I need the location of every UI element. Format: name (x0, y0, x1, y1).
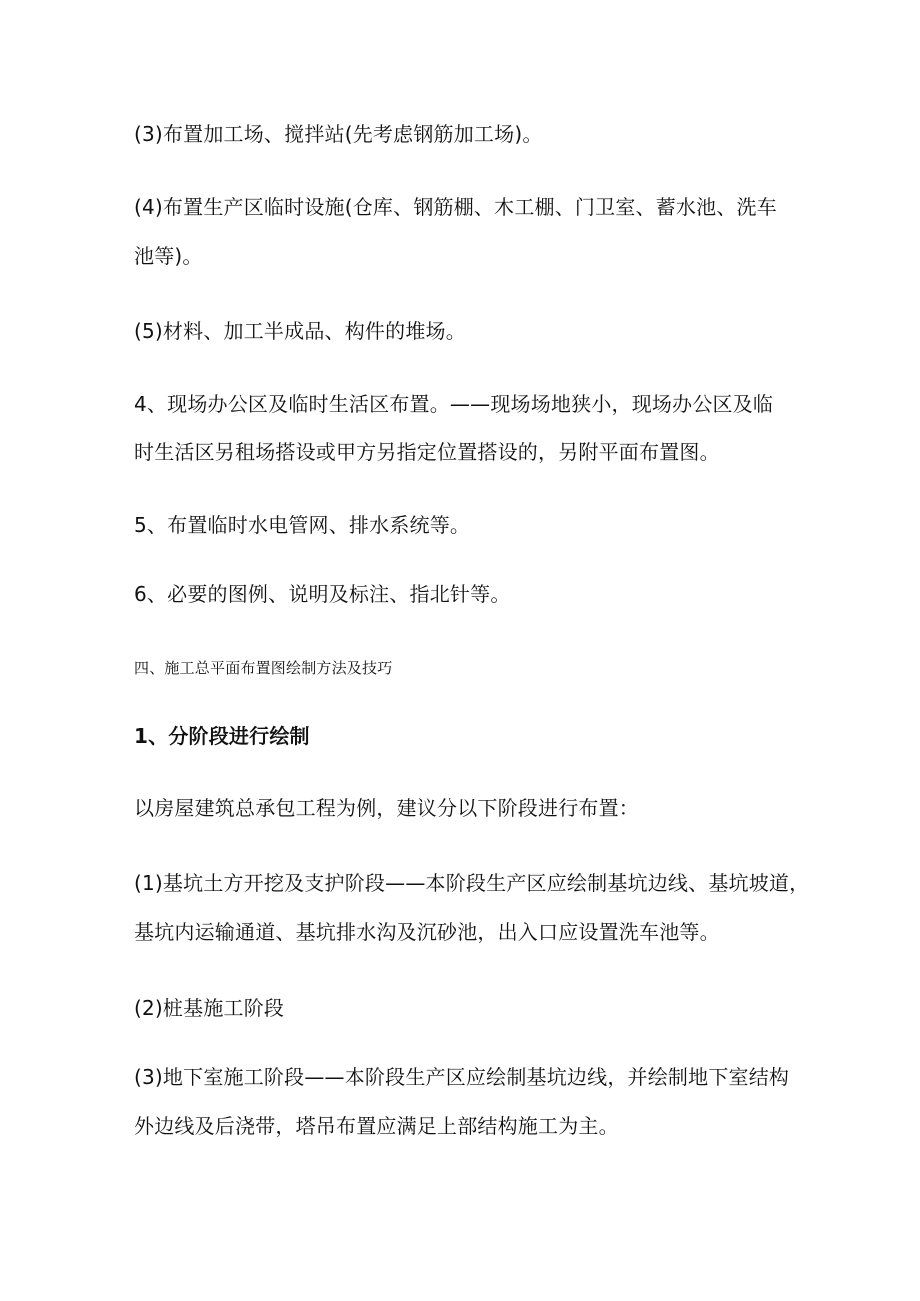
paragraph-line: (4)布置生产区临时设施(仓库、钢筋棚、木工棚、门卫室、蓄水池、洗车 (134, 195, 777, 219)
paragraph-line: (3)地下室施工阶段——本阶段生产区应绘制基坑边线，并绘制地下室结构 (134, 1065, 790, 1089)
paragraph-line: (1)基坑土方开挖及支护阶段——本阶段生产区应绘制基坑边线、基坑坡道， (134, 871, 810, 895)
paragraph-line: 6、必要的图例、说明及标注、指北针等。 (134, 582, 511, 606)
paragraph-line: (2)桩基施工阶段 (134, 996, 285, 1020)
section-heading: 四、施工总平面布置图绘制方法及技巧 (134, 659, 393, 677)
subsection-heading: 1、分阶段进行绘制 (134, 724, 310, 748)
paragraph-line: 5、布置临时水电管网、排水系统等。 (134, 513, 471, 537)
paragraph-line: 以房屋建筑总承包工程为例，建议分以下阶段进行布置： (134, 796, 639, 820)
paragraph-line: 时生活区另租场搭设或甲方另指定位置搭设的，另附平面布置图。 (134, 440, 720, 464)
paragraph-line: (3)布置加工场、搅拌站(先考虑钢筋加工场)。 (134, 122, 543, 146)
paragraph-line: (5)材料、加工半成品、构件的堆场。 (134, 319, 466, 343)
paragraph-line: 4、现场办公区及临时生活区布置。——现场场地狭小，现场办公区及临 (134, 392, 774, 416)
paragraph-line: 池等)。 (134, 244, 203, 268)
paragraph-line: 外边线及后浇带，塔吊布置应满足上部结构施工为主。 (134, 1114, 619, 1138)
paragraph-line: 基坑内运输通道、基坑排水沟及沉砂池，出入口应设置洗车池等。 (134, 920, 720, 944)
